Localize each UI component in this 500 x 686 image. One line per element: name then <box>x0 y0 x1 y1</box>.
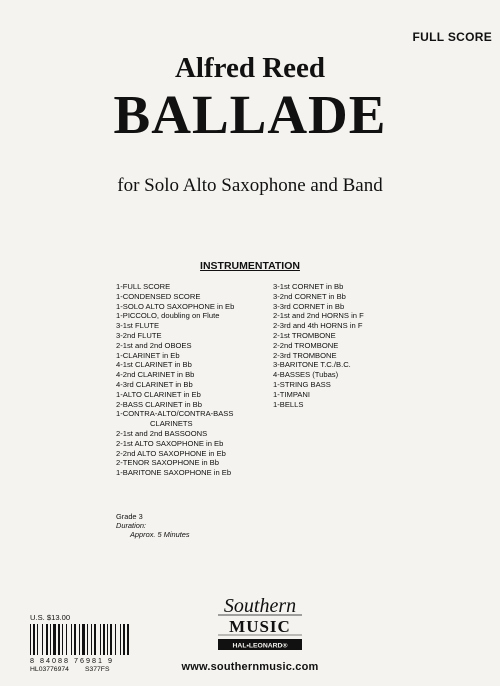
instrument-item: 2-1st and 2nd BASSOONS <box>116 428 208 438</box>
instrument-item: 2-TENOR SAXOPHONE in Bb <box>116 458 219 468</box>
instrument-item: 4-1st CLARINET in Bb <box>116 360 192 370</box>
full-score-label: FULL SCORE <box>412 30 492 44</box>
instrument-item: 3-BARITONE T.C./B.C. <box>273 360 351 370</box>
instrument-item: 2-1st and 2nd OBOES <box>116 340 192 350</box>
instrument-item: 1-TIMPANI <box>273 389 310 399</box>
publisher-website: www.southernmusic.com <box>181 661 319 673</box>
instrument-item: 1-CONDENSED SCORE <box>116 291 201 301</box>
instrument-item: 2-2nd TROMBONE <box>273 340 339 350</box>
instrument-item: 2-2nd ALTO SAXOPHONE in Eb <box>116 448 226 458</box>
instrument-item: 3-1st CORNET in Bb <box>273 282 344 291</box>
instrument-item: 1-BARITONE SAXOPHONE in Eb <box>116 468 232 478</box>
instrument-item: 1-CONTRA-ALTO/CONTRA-BASS <box>116 409 234 419</box>
instrumentation-left-column <box>116 282 234 478</box>
instrument-item: 3-2nd CORNET in Bb <box>273 291 346 301</box>
score-subtitle: for Solo Alto Saxophone and Band <box>117 175 383 196</box>
distributor-logo: HAL•LEONARD® <box>232 642 288 650</box>
publisher-name-line2: MUSIC <box>229 617 291 636</box>
instrument-item: 1-ALTO CLARINET in Eb <box>116 389 201 399</box>
instrument-item: 4-3rd CLARINET in Bb <box>116 379 193 389</box>
instrument-item: 2-1st TROMBONE <box>273 330 336 340</box>
instrument-item: 4-2nd CLARINET in Bb <box>116 370 195 380</box>
score-title: BALLADE <box>113 84 387 145</box>
instrument-item: 1-SOLO ALTO SAXOPHONE in Eb <box>116 301 235 311</box>
instrument-item: 3-3rd CORNET in Bb <box>273 301 345 311</box>
instrument-item: 1-STRING BASS <box>273 379 331 389</box>
duration-value: Approx. 5 Minutes <box>130 530 190 539</box>
grade-duration-block <box>116 512 190 539</box>
composer-name: Alfred Reed <box>174 52 326 84</box>
duration-label: Duration: <box>116 521 146 530</box>
instrument-item: CLARINETS <box>150 419 193 429</box>
instrument-item: 1-PICCOLO, doubling on Flute <box>116 311 220 321</box>
southern-music-logo <box>210 592 310 654</box>
barcode-digits: 8 84088 76981 9 <box>30 656 114 665</box>
instrument-item: 2-3rd TROMBONE <box>273 350 337 360</box>
instrument-item: 2-3rd and 4th HORNS in F <box>273 321 363 331</box>
price-label: U.S. $13.00 <box>30 613 71 622</box>
hl-catalog-number: HL03776974 <box>30 666 69 673</box>
barcode-icon <box>28 623 141 656</box>
instrument-item: 3-1st FLUTE <box>116 321 160 331</box>
instrument-item: 2-BASS CLARINET in Bb <box>116 399 202 409</box>
instrument-item: 1-BELLS <box>273 399 304 409</box>
instrumentation-right-column <box>273 282 364 409</box>
instrument-item: 2-1st and 2nd HORNS in F <box>273 311 364 321</box>
catalog-code: S377FS <box>84 666 110 673</box>
instrument-item: 2-1st ALTO SAXOPHONE in Eb <box>116 438 224 448</box>
grade-text: Grade 3 <box>116 512 143 521</box>
instrument-item: 1-FULL SCORE <box>116 282 171 291</box>
instrumentation-heading: INSTRUMENTATION <box>200 260 300 272</box>
publisher-name-line1: Southern <box>223 595 297 617</box>
instrument-item: 3-2nd FLUTE <box>116 330 162 340</box>
instrument-item: 1-CLARINET in Eb <box>116 350 180 360</box>
instrument-item: 4-BASSES (Tubas) <box>273 370 339 380</box>
